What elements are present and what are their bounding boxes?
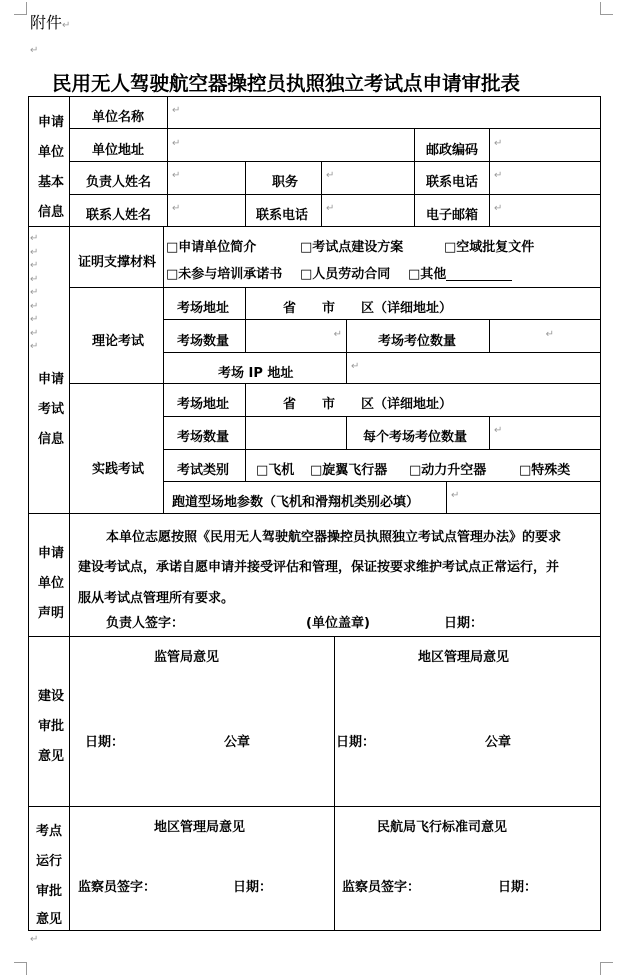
declaration-line-2: 建设考试点，承诺自愿申请并接受评估和管理，保证按要求维护考试点正常运行，并: [78, 560, 560, 575]
contact-phone-value[interactable]: ↵: [494, 170, 503, 181]
approval-section-label-3: 意见: [38, 749, 65, 764]
approval-left-seal-label: 公章: [224, 735, 251, 750]
person-in-charge-value[interactable]: ↵: [172, 170, 181, 181]
regulatory-bureau-opinion-title: 监管局意见: [154, 650, 220, 665]
theory-count-label: 考场数量: [177, 334, 230, 349]
email-label: 电子邮箱: [426, 208, 479, 223]
category-powered-lift[interactable]: □动力升空器: [409, 463, 487, 478]
support-materials-label: 证明支撑材料: [78, 255, 157, 270]
paragraph-marks: ↵ ↵ ↵ ↵ ↵ ↵ ↵ ↵ ↵: [30, 233, 39, 352]
practice-seats-label: 每个考场考位数量: [363, 430, 468, 445]
operation-section-label-3: 审批: [36, 884, 63, 899]
checkbox-labor-contract[interactable]: □人员劳动合同: [300, 267, 391, 282]
paragraph-mark: ↵: [30, 934, 39, 945]
runway-params-label: 跑道型场地参数（飞机和滑翔机类别必填）: [172, 495, 420, 510]
declaration-line-1: 本单位志愿按照《民用无人驾驶航空器操控员执照独立考试点管理办法》的要求: [106, 530, 562, 545]
practice-count-label: 考场数量: [177, 430, 230, 445]
practice-category-label: 考试类别: [177, 463, 230, 478]
practice-exam-label: 实践考试: [92, 462, 145, 477]
operation-section-label-2: 运行: [36, 854, 63, 869]
theory-ip-value[interactable]: ↵: [351, 361, 360, 372]
operation-left-inspector-label: 监察员签字：: [78, 880, 157, 895]
category-special[interactable]: □特殊类: [519, 463, 571, 478]
declaration-section-label-1: 申请: [38, 546, 65, 561]
other-underline[interactable]: [446, 268, 512, 281]
declaration-section-label-2: 单位: [38, 576, 65, 591]
category-airplane[interactable]: □飞机: [256, 463, 295, 478]
email-value[interactable]: ↵: [494, 203, 503, 214]
contact-phone-label: 联系电话: [426, 175, 479, 190]
postcode-value[interactable]: ↵: [494, 138, 503, 149]
unit-address-value[interactable]: ↵: [172, 138, 181, 149]
practice-address-hint[interactable]: 省 市 区（详细地址）: [283, 397, 453, 412]
approval-left-date-label: 日期：: [85, 735, 125, 750]
approval-right-date-label: 日期：: [336, 735, 376, 750]
person-in-charge-label: 负责人姓名: [86, 175, 152, 190]
declaration-section-label-3: 声明: [38, 606, 65, 621]
unit-name-value[interactable]: ↵: [172, 105, 181, 116]
applicant-section-label-4: 信息: [38, 205, 65, 220]
theory-address-hint[interactable]: 省 市 区（详细地址）: [283, 301, 453, 316]
paragraph-mark: ↵: [30, 45, 39, 56]
checkbox-other[interactable]: □其他: [408, 268, 512, 281]
checkbox-airspace-approval[interactable]: □空域批复文件: [444, 240, 535, 255]
applicant-section-label-3: 基本: [38, 175, 65, 190]
regional-admin-opinion-title: 地区管理局意见: [418, 650, 510, 665]
position-label: 职务: [272, 175, 299, 190]
postcode-label: 邮政编码: [426, 143, 479, 158]
theory-count-value[interactable]: ↵: [333, 329, 342, 340]
form-title: 民用无人驾驶航空器操控员执照独立考试点申请审批表: [52, 72, 521, 95]
exam-section-label-3: 信息: [38, 432, 65, 447]
attachment-label: 附件↵: [30, 13, 71, 32]
approval-right-seal-label: 公章: [485, 735, 512, 750]
exam-section-label-1: 申请: [38, 372, 65, 387]
practice-seats-value[interactable]: ↵: [494, 425, 503, 436]
unit-address-label: 单位地址: [92, 143, 145, 158]
theory-exam-label: 理论考试: [92, 334, 145, 349]
category-rotorcraft[interactable]: □旋翼飞行器: [310, 463, 388, 478]
signature-label: 负责人签字：: [106, 616, 185, 631]
seal-label: (单位盖章): [306, 616, 370, 631]
checkbox-no-training-pledge[interactable]: □未参与培训承诺书: [166, 267, 283, 282]
theory-ip-label: 考场 IP 地址: [218, 366, 294, 381]
theory-site-address-label: 考场地址: [177, 301, 230, 316]
contact-phone2-value[interactable]: ↵: [326, 203, 335, 214]
applicant-section-label-2: 单位: [38, 145, 65, 160]
runway-params-value[interactable]: ↵: [451, 490, 460, 501]
operation-section-label-1: 考点: [36, 824, 63, 839]
approval-section-label-2: 审批: [38, 719, 65, 734]
contact-name-label: 联系人姓名: [86, 208, 152, 223]
operation-right-inspector-label: 监察员签字：: [342, 880, 421, 895]
applicant-section-label-1: 申请: [38, 115, 65, 130]
exam-section-label-2: 考试: [38, 402, 65, 417]
operation-section-label-4: 意见: [36, 912, 63, 927]
theory-seats-label: 考场考位数量: [378, 334, 457, 349]
declaration-line-3: 服从考试点管理所有要求。: [78, 591, 235, 606]
practice-count-value[interactable]: [250, 423, 342, 445]
regional-admin-opinion-title-2: 地区管理局意见: [154, 820, 246, 835]
contact-phone2-label: 联系电话: [256, 208, 309, 223]
approval-section-label-1: 建设: [38, 689, 65, 704]
declaration-date-label: 日期：: [444, 616, 484, 631]
practice-site-address-label: 考场地址: [177, 397, 230, 412]
checkbox-construction-plan[interactable]: □考试点建设方案: [300, 240, 404, 255]
flight-standards-opinion-title: 民航局飞行标准司意见: [377, 820, 508, 835]
checkbox-unit-intro[interactable]: □申请单位简介: [166, 240, 257, 255]
operation-left-date-label: 日期：: [233, 880, 273, 895]
theory-seats-value[interactable]: ↵: [545, 329, 554, 340]
unit-name-label: 单位名称: [92, 110, 145, 125]
contact-name-value[interactable]: ↵: [172, 203, 181, 214]
operation-right-date-label: 日期：: [498, 880, 538, 895]
position-value[interactable]: ↵: [326, 170, 335, 181]
